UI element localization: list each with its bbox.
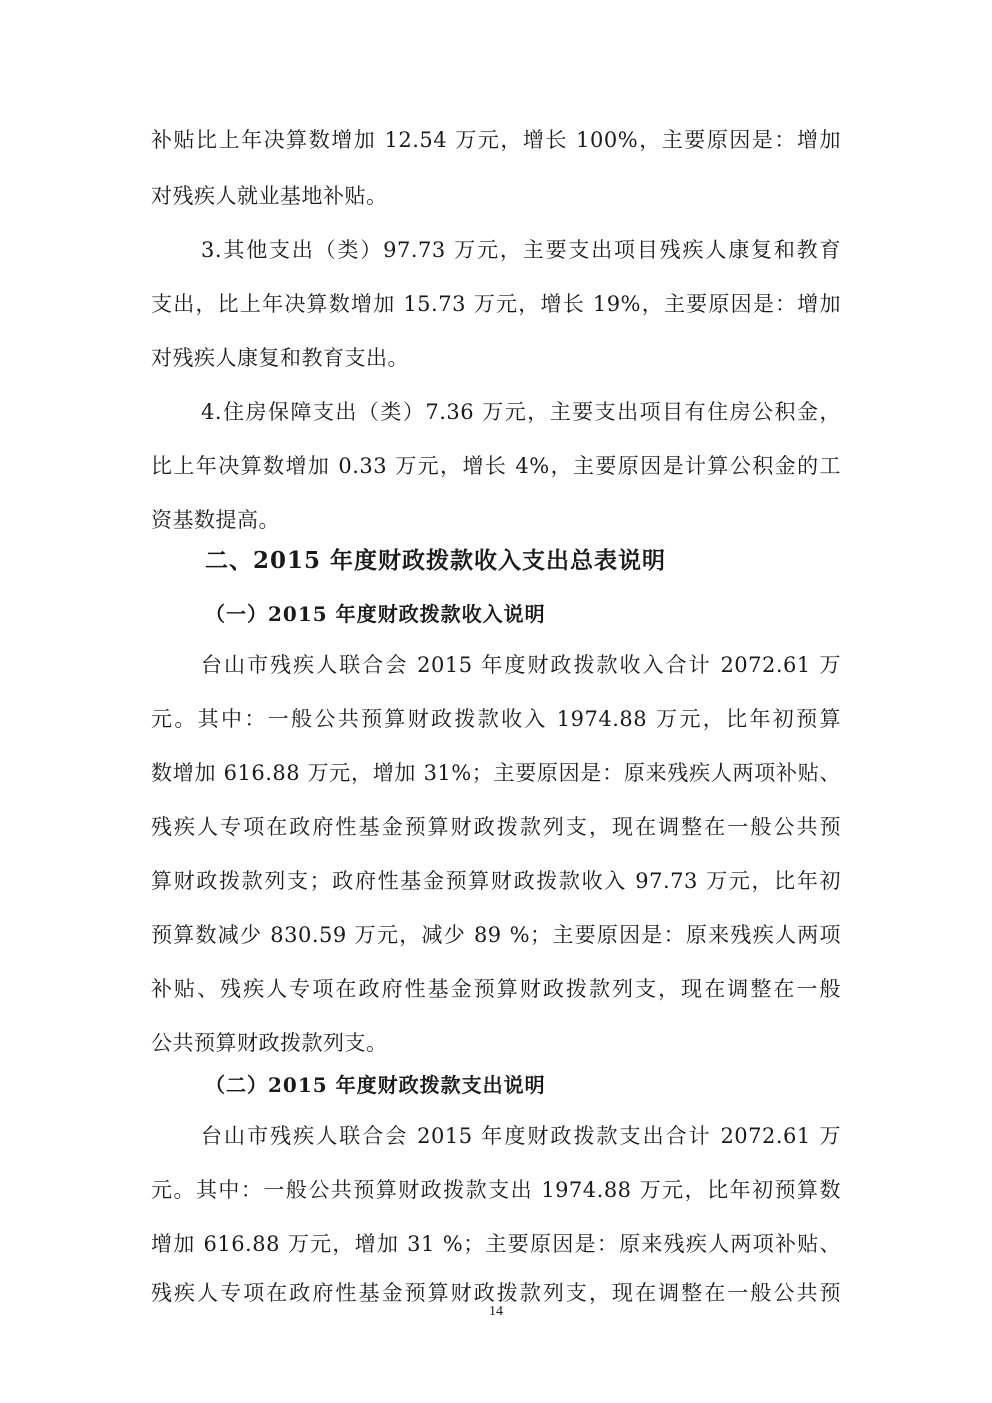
- body-text-line: 元。其中：一般公共预算财政拨款支出 1974.88 万元，比年初预算数: [151, 1178, 841, 1202]
- body-text-line: 残疾人专项在政府性基金预算财政拨款列支，现在调整在一般公共预: [151, 815, 841, 839]
- body-text-line: 增加 616.88 万元，增加 31 %；主要原因是：原来残疾人两项补贴、: [151, 1232, 841, 1256]
- body-text-line: 对残疾人就业基地补贴。: [151, 184, 388, 208]
- body-text-line: 4.住房保障支出（类）7.36 万元，主要支出项目有住房公积金，: [201, 400, 841, 424]
- body-text-line: 支出，比上年决算数增加 15.73 万元，增长 19%，主要原因是：增加: [151, 292, 841, 316]
- body-text-line: 数增加 616.88 万元，增加 31%；主要原因是：原来残疾人两项补贴、: [151, 761, 841, 785]
- body-text-line: 残疾人专项在政府性基金预算财政拨款列支，现在调整在一般公共预: [151, 1281, 841, 1305]
- body-text-line: 对残疾人康复和教育支出。: [151, 346, 409, 370]
- body-text-line: 算财政拨款列支；政府性基金预算财政拨款收入 97.73 万元，比年初: [151, 869, 841, 893]
- subsection-heading: （一）2015 年度财政拨款收入说明: [205, 602, 546, 626]
- body-text-line: 预算数减少 830.59 万元，减少 89 %；主要原因是：原来残疾人两项: [151, 923, 841, 947]
- subsection-heading: （二）2015 年度财政拨款支出说明: [205, 1073, 546, 1097]
- body-text-line: 补贴、残疾人专项在政府性基金预算财政拨款列支，现在调整在一般: [151, 977, 841, 1001]
- body-text-line: 比上年决算数增加 0.33 万元，增长 4%，主要原因是计算公积金的工: [151, 454, 841, 478]
- body-text-line: 元。其中：一般公共预算财政拨款收入 1974.88 万元，比年初预算: [151, 707, 841, 731]
- body-text-line: 台山市残疾人联合会 2015 年度财政拨款收入合计 2072.61 万: [201, 653, 841, 677]
- section-heading: 二、2015 年度财政拨款收入支出总表说明: [205, 547, 667, 574]
- page-number: 14: [489, 1304, 503, 1319]
- body-text-line: 公共预算财政拨款列支。: [151, 1031, 388, 1055]
- body-text-line: 3.其他支出（类）97.73 万元，主要支出项目残疾人康复和教育: [201, 238, 841, 262]
- body-text-line: 补贴比上年决算数增加 12.54 万元，增长 100%，主要原因是：增加: [151, 128, 841, 152]
- body-text-line: 台山市残疾人联合会 2015 年度财政拨款支出合计 2072.61 万: [201, 1124, 841, 1148]
- body-text-line: 资基数提高。: [151, 508, 280, 532]
